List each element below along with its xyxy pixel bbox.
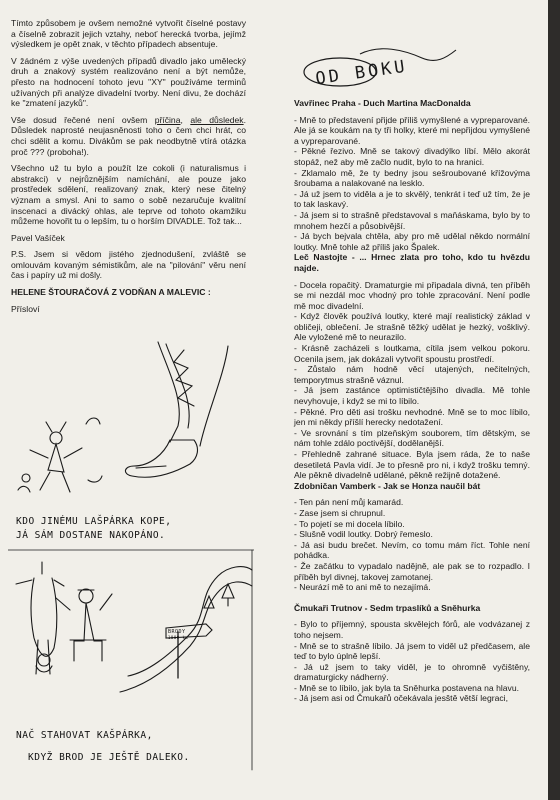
response-item: - Přehledně zahrané situace. Byla jsem ráda, že to naše desetiletá Pavla vidí. Je to přesně pro ni, i když trošku temný. Ale pěkně divadelně udělané, pěkně režijně dotažené. bbox=[294, 449, 530, 481]
article-text: , bbox=[180, 114, 183, 125]
response-item: - Slušně vodil loutky. Dobrý řemeslo. bbox=[294, 529, 433, 540]
response-item: - To pojetí se mi docela líbilo. bbox=[294, 518, 405, 529]
response-item: - Pěkné. Pro děti asi trošku nevhodné. Mně se to moc líbilo, jen mi někdy příšlí herecky nedotažení. bbox=[294, 406, 530, 428]
response-item: - Já už jsem to viděla a je to skvělý, tenkrát i teď už tím, že je to tak laskavý. bbox=[294, 188, 530, 210]
response-item: - Pěkné řezivo. Mně se takový divadýlko líbí. Mělo akorát stopáž, než aby mě začlo nudit, bylo to na hranici. bbox=[294, 146, 530, 167]
response-item: - Já bych bejvala chtěla, aby pro mě udělal někdo normální loutky. Mně tohle až příliš jako Špalek. bbox=[294, 231, 530, 252]
response-item: - Ve srovnání s tím plzeňským souborem, tím dětským, se nám tohle zdálo poctivější, dodělanější. bbox=[294, 427, 530, 449]
cartoon-illustration bbox=[8, 340, 254, 780]
response-item: - Ten pán není můj kamarád. bbox=[294, 497, 404, 508]
response-item: - Mně se to strašně líbilo. Já jsem to viděl už předčasem, ale teď to bylo úplně lepší. bbox=[294, 640, 530, 662]
response-item: - Zůstalo nám hodně věcí utajených, nečitelných, temporytmus strašně váznul. bbox=[294, 364, 530, 385]
cartoon-subheading: Přísloví bbox=[11, 303, 40, 314]
response-item: - Neurází mě to ani mě to nezajímá. bbox=[294, 582, 431, 593]
caption-line: KDYŽ BROD JE JEŠTĚ DALEKO. bbox=[28, 752, 190, 763]
section-responses bbox=[294, 619, 530, 704]
underlined-word-consequence: ale důsledek bbox=[190, 114, 244, 125]
response-item: - Já už jsem to taky viděl, je to ohromně vyčištěny, dramaturgicky nádherný. bbox=[294, 661, 530, 683]
page-edge bbox=[548, 0, 560, 800]
left-column bbox=[11, 18, 246, 320]
right-column bbox=[294, 98, 530, 704]
response-item: - Já jsem si to strašně představoval s maňáskama, bylo by to mnohem hezčí a působivější. bbox=[294, 209, 530, 231]
caption-line: KDO JINÉMU LAŠPÁRKA KOPE, bbox=[16, 516, 172, 527]
article-paragraph: Tímto způsobem je ovšem nemožné vytvořit číselné postavy a číselně zobrazit jejich vztahy, neboť herecká tvorba, jejímž výsledkem je opět znak, v těchto případech absentuje. bbox=[11, 18, 246, 50]
response-item: - Že začátku to vypadalo nadějně, ale pak se to rozpadlo. I příběh byl divnej, takovej zamotanej. bbox=[294, 560, 530, 582]
caption-line: NAČ STAHOVAT KAŠPÁRKA, bbox=[16, 730, 153, 741]
response-item: - Zklamalo mě, že ty bedny jsou sešroubované křížovýma šroubama a nalakované na lesklo. bbox=[294, 167, 530, 189]
logo-text: OD BOKU bbox=[314, 56, 409, 90]
article-paragraph: V žádném z výše uvedených případů divadlo jako umělecký druh a znakový systém realizováno není a být nemůže, přesto na hodnocení tohoto jevu "XY" používáme terminů užívaných při analýze divadelní tvorby. Není divu, že dochází ke "zmatení jazyků". bbox=[11, 55, 246, 109]
response-item: - Já jsem zastánce optimističtějšího divadla. Mě tohle nevyhovuje, i když se mi to líbilo. bbox=[294, 385, 530, 407]
section-responses bbox=[294, 280, 530, 481]
response-item: - Já asi budu brečet. Nevím, co tomu mám říct. Tohle není pohádka. bbox=[294, 539, 530, 561]
underlined-word-cause: příčina bbox=[154, 114, 181, 125]
section-title: Čmukaři Trutnov - Sedm trpaslíků a Sněhurka bbox=[294, 602, 481, 613]
response-item: - Krásně zacházeli s loutkama, cítila jsem velkou pokoru. Ocenila jsem, jak dokázali vytvořit spoustu prostředí. bbox=[294, 343, 530, 364]
section-title: Zdobničan Vamberk - Jak se Honza naučil bát bbox=[294, 480, 481, 491]
article-text: . Důsledek naprosté neujasněnosti toho o čem chci hrát, co chci sdělit a komu. Divákům se pak neodbytně vtírá otázka proč ??? (proboha!). bbox=[11, 114, 246, 157]
caption-line: JÁ SÁM DOSTANE NAKOPÁNO. bbox=[16, 530, 166, 541]
response-item: - Když člověk používá loutky, které mají realistický základ v obličeji, oblečení. Je strašně těžký udělat je hezký, vošklivý. Ale vyložené mě to neurazilo. bbox=[294, 311, 530, 343]
response-item: - Zase jsem si chrupnul. bbox=[294, 507, 386, 518]
sign-text: BRODY bbox=[168, 629, 186, 635]
section-responses bbox=[294, 497, 530, 592]
response-item: - Docela ropačitý. Dramaturgie mi připadala divná, ten příběh se mi nezdál moc vhodný pro tohle zpracování. Není podle mě moc divadelní. bbox=[294, 279, 530, 311]
response-item: - Mně se to líbilo, jak byla ta Sněhurka postavena na hlavu. bbox=[294, 682, 520, 693]
section-responses bbox=[294, 115, 530, 253]
article-author: Pavel Vašíček bbox=[11, 232, 65, 243]
section-title: Vavřinec Praha - Duch Martina MacDonalda bbox=[294, 98, 471, 108]
response-item: - Bylo to příjemný, spousta skvělejch fórů, ale vodvázanej z toho nejsem. bbox=[294, 619, 530, 640]
response-item: - Já jsem asi od Čmukařů očekávala jesště větší legraci, bbox=[294, 693, 508, 704]
postscript: P.S. Jsem si vědom jistého zjednodušení, zvláště se omlouvám kovaným sémistikům, ale na "pilování" věru není čas i papíry už mi došly. bbox=[11, 249, 246, 281]
column-logo bbox=[300, 34, 460, 92]
article-paragraph: Všechno už tu bylo a použít lze cokoli (i naturalismus i abstrakci) v nejrůznějším namíchání, ale pouze jako prostředek sdělení, realizovaný znak, který nese čitelný význam a smysl. Ani to samo o sobě nezaručuje kvalitní inscenaci a divácký ohlas, ale teprve od tohoto okamžiku můžeme hovořit tu o lepším, tu o horším DIVADLE. Tož tak... bbox=[11, 163, 246, 227]
sign-text: 1000 km bbox=[168, 635, 189, 640]
article-paragraph bbox=[11, 115, 246, 157]
cartoon-heading: HELENE ŠTOURAČOVÁ Z VODŇAN A MALEVIC : bbox=[11, 287, 211, 298]
section-title: Leč Nastojte - ... Hrnec zlata pro toho, kdo tu hvězdu najde. bbox=[294, 252, 530, 273]
response-item: - Mně to představení přijde příliš vymyšlené a vypreparované. Ale já se koukám na ty tři holky, které mi nepřijdou vymyšlené a vypreparované. bbox=[294, 114, 530, 146]
article-text: Vše dosud řečené není ovšem bbox=[11, 114, 148, 125]
